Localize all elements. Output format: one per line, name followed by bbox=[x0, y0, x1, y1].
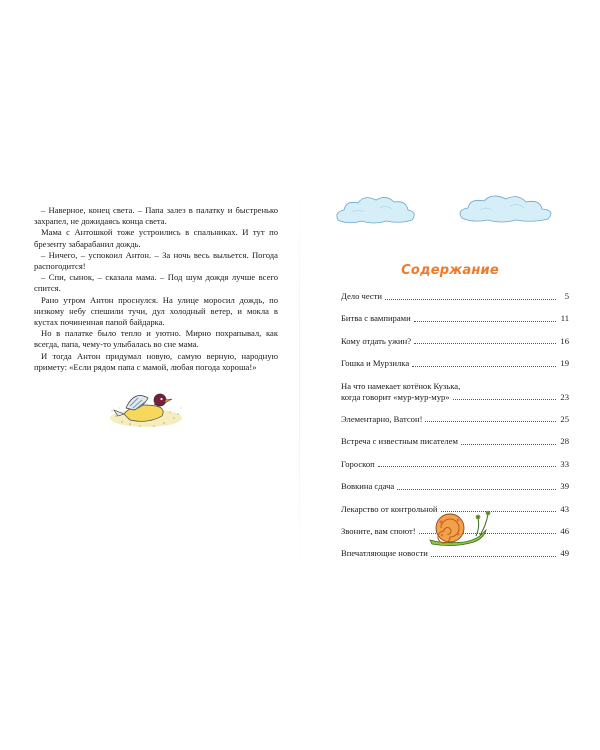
toc-entry[interactable] bbox=[341, 436, 569, 447]
toc-entry-page: 39 bbox=[560, 481, 569, 492]
toc-leader bbox=[412, 365, 556, 367]
toc-entry-title: Встреча с известным писателем bbox=[341, 436, 458, 447]
toc-leader bbox=[453, 398, 556, 400]
story-paragraph: Но в палатке было тепло и уютно. Мирно похрапывал, как всегда, папа, чему-то улыбалась во сне мама. bbox=[34, 328, 278, 350]
story-paragraph: И тогда Антон придумал новую, самую верную, народную примету: «Если рядом папа с мамой, любая погода хороша!» bbox=[34, 350, 278, 372]
story-paragraph: Мама с Антошкой тоже устроились в спальниках. И тут по брезенту забарабанил дождь. bbox=[34, 227, 278, 249]
toc-entry[interactable] bbox=[341, 313, 569, 324]
toc-leader bbox=[397, 488, 556, 490]
toc-entry-page: 5 bbox=[564, 291, 569, 301]
toc-leader bbox=[461, 443, 556, 445]
toc-entry-page: 19 bbox=[560, 358, 569, 369]
duck-illustration bbox=[104, 378, 186, 434]
toc-entry-title: Звоните, вам споют! bbox=[341, 525, 416, 536]
toc-entry-page: 28 bbox=[560, 436, 569, 447]
story-paragraph: – Ничего, – успокоил Антон. – За ночь весь выльется. Погода распогодится! bbox=[34, 249, 278, 272]
toc-entry-title: Элементарно, Ватсон! bbox=[341, 413, 423, 424]
toc-leader bbox=[425, 420, 556, 422]
toc-entry-title: Лекарство от контрольной bbox=[341, 503, 438, 514]
story-text bbox=[34, 205, 278, 373]
toc-entry[interactable] bbox=[341, 381, 569, 403]
toc-entry-title: Кому отдать ужин? bbox=[341, 335, 412, 346]
toc-leader bbox=[431, 555, 556, 557]
toc-entry-title: Гороскоп bbox=[341, 458, 375, 469]
toc-entry-page: 23 bbox=[560, 391, 569, 402]
toc-entry-page: 11 bbox=[560, 313, 569, 324]
snail-illustration bbox=[424, 500, 494, 548]
toc-leader bbox=[414, 342, 556, 344]
toc-entry-title: Впечатляющие новости bbox=[341, 548, 428, 559]
toc-entry[interactable] bbox=[341, 291, 569, 302]
toc-entry-title: Гошка и Мурзилка bbox=[341, 358, 410, 369]
toc-entry-page: 16 bbox=[560, 335, 569, 346]
toc-entry[interactable] bbox=[341, 358, 569, 369]
toc-entry[interactable] bbox=[341, 336, 569, 347]
right-page bbox=[300, 0, 600, 750]
toc-entry[interactable] bbox=[341, 414, 569, 425]
toc-entry-page: 43 bbox=[560, 503, 569, 514]
toc-title: Содержание bbox=[401, 263, 499, 278]
story-paragraph: – Спи, сынок, – сказала мама. – Под шум дождя лучше всего спится. bbox=[34, 272, 278, 294]
toc-entry-title: На что намекает котёнок Кузька, bbox=[341, 380, 461, 391]
toc-entry-title: Дело чести bbox=[341, 291, 383, 301]
toc-entry-page: 49 bbox=[560, 548, 569, 559]
toc-entry-title: Вовкина сдача bbox=[341, 481, 395, 492]
toc-entry-page: 25 bbox=[560, 413, 569, 424]
toc-leader bbox=[414, 320, 556, 322]
toc-entry-title-continued: когда говорит «мур-мур-мур» bbox=[341, 391, 450, 402]
story-paragraph: Рано утром Антон проснулся. На улице моросил дождь, по низкому небу спешили тучи, дул холодный ветер, и мокла в кустах починенная папой байдарка. bbox=[34, 294, 278, 328]
toc-entry[interactable] bbox=[341, 481, 569, 492]
toc-entry-title: Битва с вампирами bbox=[341, 313, 411, 324]
toc-entry-page: 46 bbox=[560, 525, 569, 536]
toc-entry-page: 33 bbox=[560, 458, 569, 469]
toc-leader bbox=[378, 465, 556, 467]
toc-entry[interactable] bbox=[341, 548, 569, 559]
toc-entry[interactable] bbox=[341, 459, 569, 470]
clouds-illustration bbox=[330, 190, 580, 230]
story-paragraph: – Наверное, конец света. – Папа залез в палатку и быстренько захрапел, не дожидаясь конца света. bbox=[34, 205, 278, 227]
toc-leader bbox=[385, 298, 556, 300]
